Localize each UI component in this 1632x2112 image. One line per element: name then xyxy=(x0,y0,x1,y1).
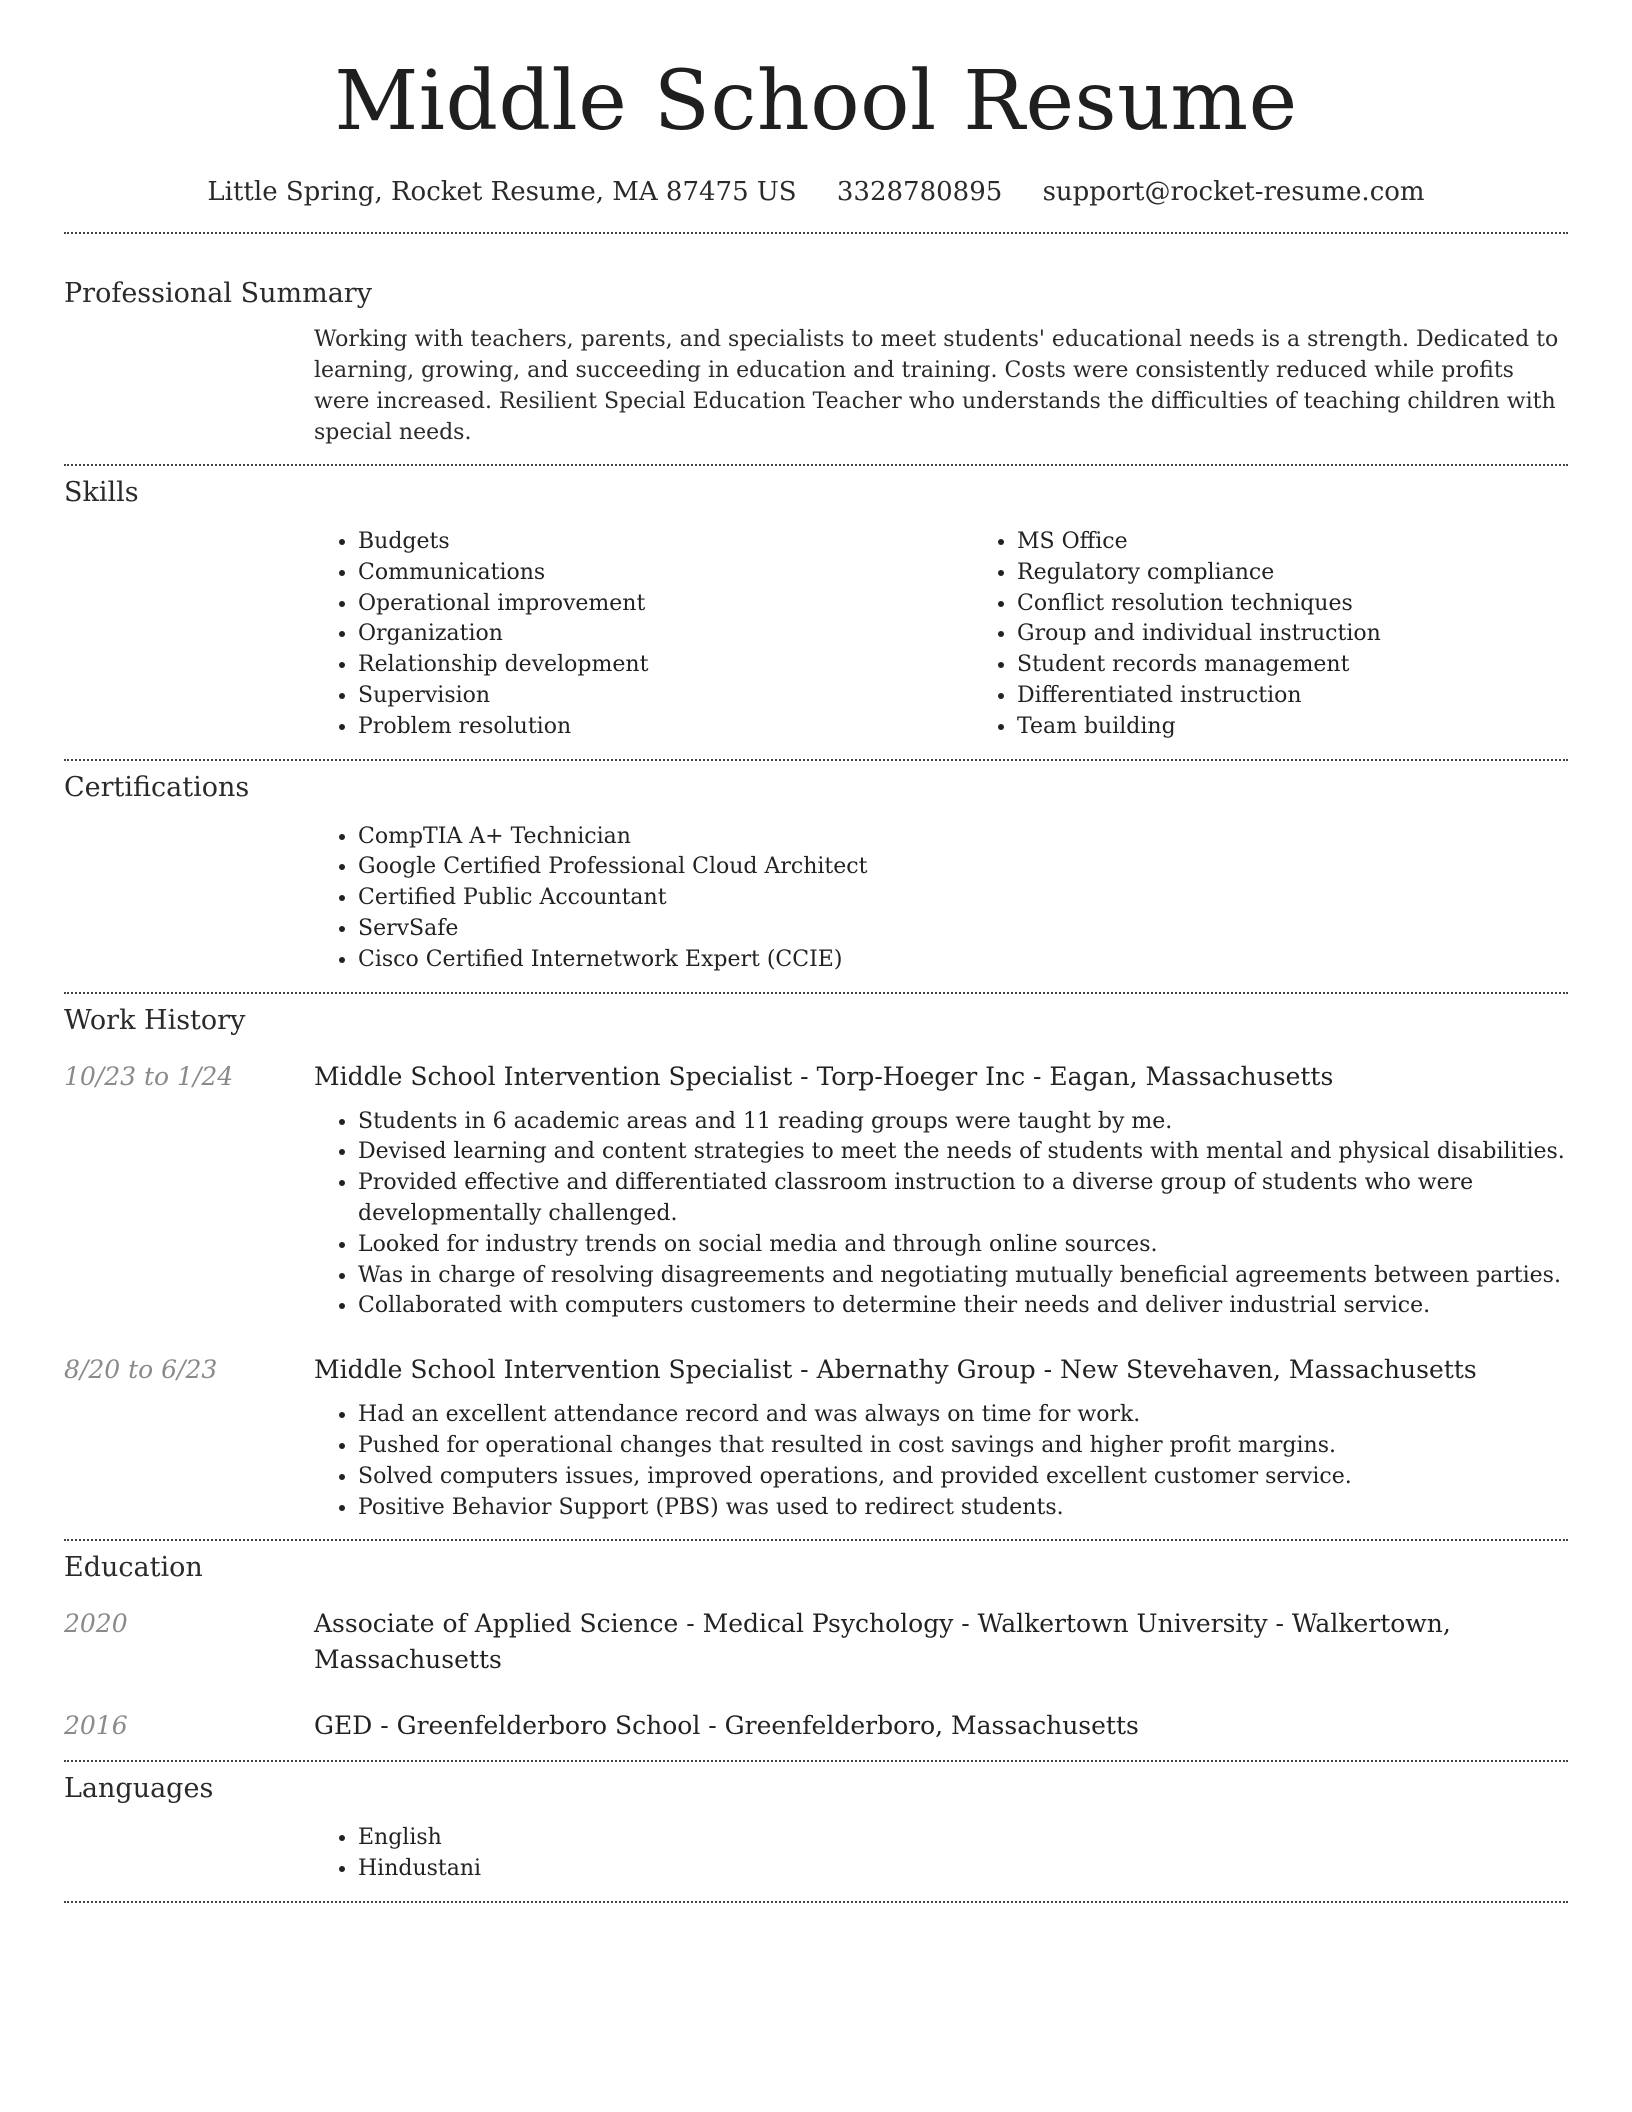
summary-section xyxy=(64,276,1568,448)
certification-item: • Google Certified Professional Cloud Architect xyxy=(358,852,867,883)
education-year: 2016 xyxy=(64,1711,128,1741)
summary-heading: Professional Summary xyxy=(64,278,372,309)
summary-text: Working with teachers, parents, and specialists to meet students' educational needs is a strength. Dedicated to learning, growing, and succeeding in education and training. Costs were consistently reduced while profits were increased. Resilient Special Education Teacher who understands the difficulties of teaching children with special needs. xyxy=(314,327,1559,445)
skill-item: • Problem resolution xyxy=(358,712,973,743)
skill-item: • Supervision xyxy=(358,681,973,712)
skill-item: • Student records management xyxy=(1017,650,1632,681)
certification-item: • ServSafe xyxy=(358,914,867,945)
contact-address: Little Spring, Rocket Resume, MA 87475 US xyxy=(207,177,797,207)
job-bullet: • Students in 6 academic areas and 11 reading groups were taught by me. xyxy=(358,1107,1568,1138)
skill-item: • Relationship development xyxy=(358,650,973,681)
contact-line xyxy=(64,174,1568,210)
job-title: Middle School Intervention Specialist - Abernathy Group - New Stevehaven, Massachusetts xyxy=(314,1355,1477,1385)
job-bullet: • Provided effective and differentiated classroom instruction to a diverse group of students who were developmentally challenged. xyxy=(358,1168,1568,1230)
certifications-list xyxy=(314,822,867,976)
certifications-heading: Certifications xyxy=(64,771,250,803)
work-section xyxy=(64,1003,1568,1524)
job-entry xyxy=(64,1059,1568,1323)
certification-item: • CompTIA A+ Technician xyxy=(358,822,867,853)
skills-list-left xyxy=(314,527,973,743)
divider xyxy=(64,992,1568,994)
languages-list xyxy=(314,1823,481,1885)
skill-item: • Group and individual instruction xyxy=(1017,619,1632,650)
divider xyxy=(64,1539,1568,1541)
job-dates: 8/20 to 6/23 xyxy=(64,1355,218,1385)
education-year: 2020 xyxy=(64,1609,128,1639)
certification-item: • Certified Public Accountant xyxy=(358,883,867,914)
job-bullet: • Pushed for operational changes that resulted in cost savings and higher profit margins. xyxy=(358,1431,1568,1462)
skill-item: • Differentiated instruction xyxy=(1017,681,1632,712)
certification-item: • Cisco Certified Internetwork Expert (CCIE) xyxy=(358,945,867,976)
education-entry xyxy=(64,1606,1568,1678)
skills-section xyxy=(64,475,1568,743)
language-item: • Hindustani xyxy=(358,1854,481,1885)
job-bullet: • Looked for industry trends on social media and through online sources. xyxy=(358,1230,1568,1261)
skill-item: • MS Office xyxy=(1017,527,1632,558)
job-bullet: • Was in charge of resolving disagreements and negotiating mutually beneficial agreements between parties. xyxy=(358,1261,1568,1292)
education-text: Associate of Applied Science - Medical Psychology - Walkertown University - Walkertown, Massachusetts xyxy=(314,1609,1451,1675)
contact-phone: 3328780895 xyxy=(836,177,1003,207)
job-entry xyxy=(64,1352,1568,1523)
job-title: Middle School Intervention Specialist - Torp-Hoeger Inc - Eagan, Massachusetts xyxy=(314,1061,1334,1091)
job-bullet: • Collaborated with computers customers to determine their needs and deliver industrial service. xyxy=(358,1291,1568,1322)
language-item: • English xyxy=(358,1823,481,1854)
contact-email: support@rocket-resume.com xyxy=(1042,177,1425,207)
skill-item: • Operational improvement xyxy=(358,589,973,620)
skill-item: • Regulatory compliance xyxy=(1017,558,1632,589)
education-entry xyxy=(64,1708,1568,1744)
job-bullets xyxy=(314,1107,1568,1323)
skills-list-right xyxy=(973,527,1632,743)
skill-item: • Organization xyxy=(358,619,973,650)
divider xyxy=(64,1760,1568,1762)
skill-item: • Communications xyxy=(358,558,973,589)
skill-item: • Team building xyxy=(1017,712,1632,743)
job-dates: 10/23 to 1/24 xyxy=(64,1061,234,1091)
job-bullet: • Positive Behavior Support (PBS) was used to redirect students. xyxy=(358,1493,1568,1524)
job-bullet: • Devised learning and content strategies to meet the needs of students with mental and physical disabilities. xyxy=(358,1137,1568,1168)
job-bullets xyxy=(314,1400,1568,1523)
education-section xyxy=(64,1550,1568,1744)
job-bullet: • Had an excellent attendance record and was always on time for work. xyxy=(358,1400,1568,1431)
languages-heading: Languages xyxy=(64,1773,214,1805)
job-bullet: • Solved computers issues, improved operations, and provided excellent customer service. xyxy=(358,1462,1568,1493)
divider xyxy=(64,759,1568,761)
languages-section xyxy=(64,1771,1568,1885)
education-text: GED - Greenfelderboro School - Greenfelderboro, Massachusetts xyxy=(314,1711,1139,1741)
skill-item: • Conflict resolution techniques xyxy=(1017,589,1632,620)
skills-heading: Skills xyxy=(64,477,139,508)
education-heading: Education xyxy=(64,1552,203,1584)
divider xyxy=(64,1901,1568,1903)
divider xyxy=(64,464,1568,466)
resume-title: Middle School Resume xyxy=(334,54,1298,149)
work-heading: Work History xyxy=(64,1004,246,1036)
divider xyxy=(64,232,1568,234)
certifications-section xyxy=(64,770,1568,976)
skill-item: • Budgets xyxy=(358,527,973,558)
